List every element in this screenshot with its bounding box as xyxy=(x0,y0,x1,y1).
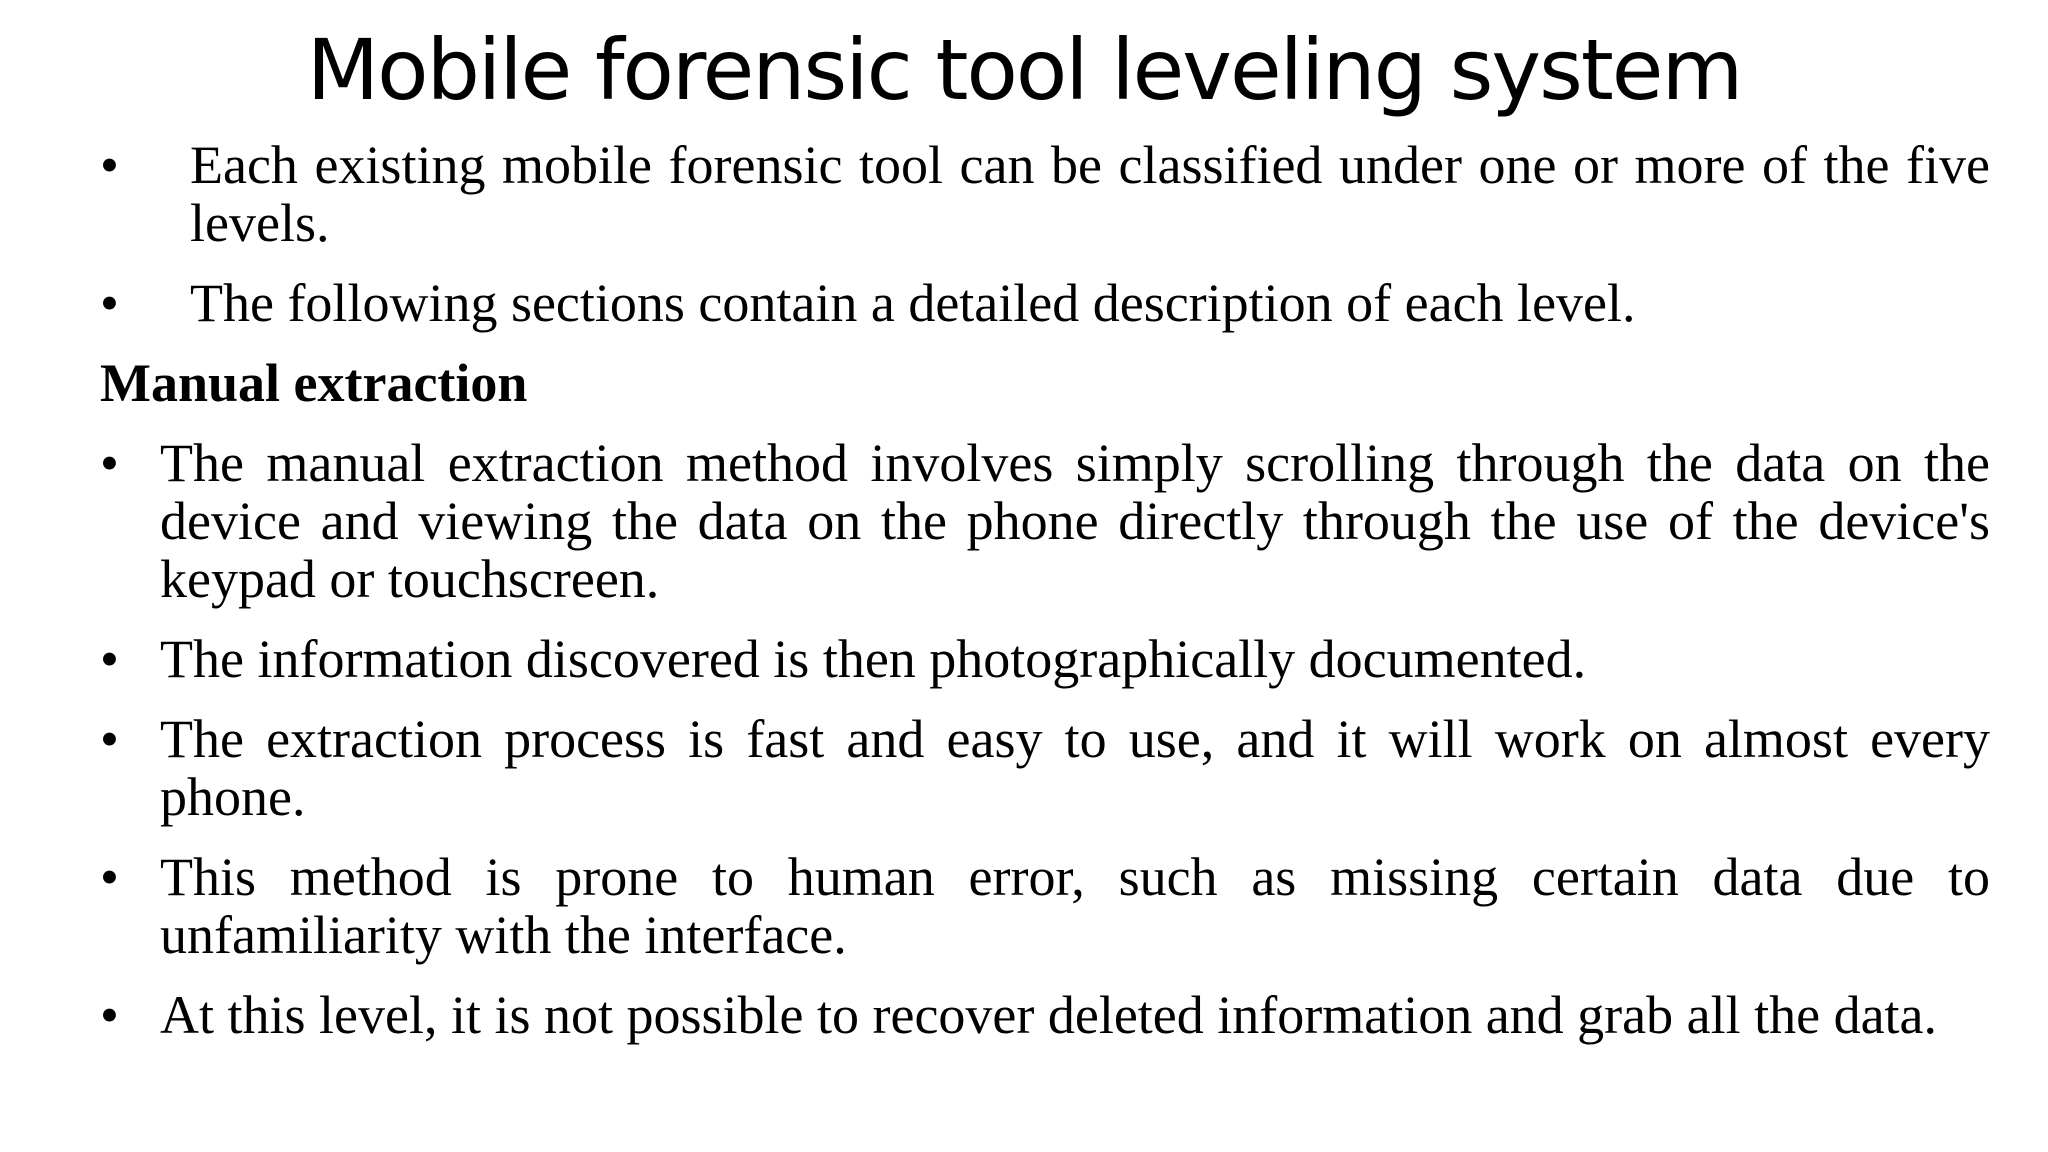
bullet-icon: • xyxy=(100,629,119,689)
list-item xyxy=(100,274,1990,332)
bullet-text: Each existing mobile forensic tool can be classified under one or more of the five levels. xyxy=(190,135,1990,253)
list-item xyxy=(100,986,1990,1044)
list-item xyxy=(100,710,1990,826)
bullet-text: The manual extraction method involves simply scrolling through the data on the device and viewing the data on the phone directly through the use of the device's keypad or touchscreen. xyxy=(160,433,1990,609)
list-item xyxy=(100,434,1990,608)
bullet-icon: • xyxy=(100,135,119,195)
intro-bullet-list xyxy=(100,136,1990,332)
bullet-icon: • xyxy=(100,847,119,907)
bullet-text: The extraction process is fast and easy to use, and it will work on almost every phone. xyxy=(160,709,1990,827)
bullet-text: At this level, it is not possible to recover deleted information and grab all the data. xyxy=(160,985,1938,1045)
section-bullet-list xyxy=(100,434,1990,1044)
slide-body xyxy=(100,136,1990,1066)
bullet-icon: • xyxy=(100,273,119,333)
bullet-text: The information discovered is then photographically documented. xyxy=(160,629,1587,689)
bullet-icon: • xyxy=(100,709,119,769)
slide-title: Mobile forensic tool leveling system xyxy=(306,21,1742,119)
bullet-text: This method is prone to human error, such as missing certain data due to unfamiliarity with the interface. xyxy=(160,847,1990,965)
list-item xyxy=(100,136,1990,252)
bullet-icon: • xyxy=(100,433,119,493)
list-item xyxy=(100,848,1990,964)
list-item xyxy=(100,630,1990,688)
bullet-text: The following sections contain a detailed description of each level. xyxy=(190,273,1636,333)
bullet-icon: • xyxy=(100,985,119,1045)
section-heading: Manual extraction xyxy=(100,353,528,413)
